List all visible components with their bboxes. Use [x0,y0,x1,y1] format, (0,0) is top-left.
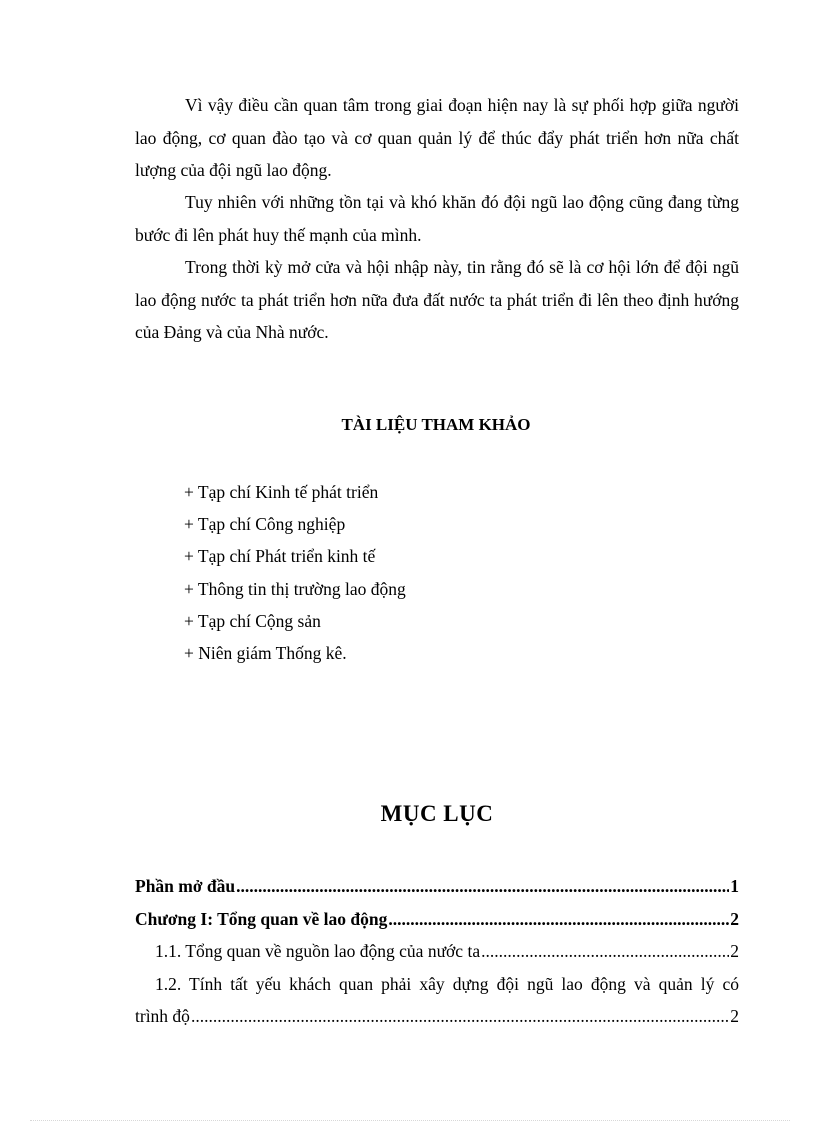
toc-entry-page: 2 [730,1006,739,1026]
toc-leader-dots [236,870,729,903]
reference-item: + Tạp chí Công nghiệp [184,514,346,535]
reference-item: + Niên giám Thống kê. [184,643,347,664]
toc-entry-1-1[interactable] [135,935,739,968]
references-heading: TÀI LIỆU THAM KHẢO [341,415,531,434]
toc-title: MỤC LỤC [380,801,494,826]
body-paragraph-1: Vì vậy điều cần quan tâm trong giai đoạn hiện nay là sự phối hợp giữa người lao động, cơ quan đào tạo và cơ quan quản lý để thúc đẩy phát triển hơn nữa chất lượng của đội ngũ lao động. [135,95,739,180]
reference-item: + Tạp chí Kinh tế phát triển [184,482,379,502]
body-paragraph-2: Tuy nhiên với những tồn tại và khó khăn đó đội ngũ lao động cũng đang từng bước đi lên phát huy thế mạnh của mình. [135,192,739,245]
table-of-contents [135,870,739,1033]
toc-leader-dots [388,903,729,936]
toc-entry-label-line2: trình độ [135,1006,190,1026]
toc-entry-label-line1: 1.2. Tính tất yếu khách quan phải xây dựng đội ngũ lao động và quản lý có [155,973,739,994]
reference-item: + Tạp chí Cộng sản [184,610,321,631]
toc-entry-page: 2 [730,908,739,929]
toc-entry-label: 1.1. Tổng quan về nguồn lao động của nước ta [155,941,481,961]
toc-entry-1-2[interactable] [135,968,739,1033]
toc-entry-chapter-1[interactable] [135,903,739,936]
reference-item: + Thông tin thị trường lao động [184,578,406,599]
body-paragraph-3: Trong thời kỳ mở cửa và hội nhập này, tin rằng đó sẽ là cơ hội lớn để đội ngũ lao động nước ta phát triển hơn nữa đưa đất nước ta phát triển đi lên theo định hướng của Đảng và của Nhà nước. [135,257,739,342]
toc-entry-label: Phần mở đầu [135,876,236,896]
toc-leader-dots [481,935,729,968]
toc-entry-page: 1 [730,876,739,896]
toc-entry-page: 2 [730,941,739,961]
toc-entry-intro[interactable] [135,870,739,903]
references-list [184,476,406,669]
page-bottom-divider [30,1120,790,1121]
reference-item: + Tạp chí Phát triển kinh tế [184,546,376,567]
toc-entry-label: Chương I: Tổng quan về lao động [135,908,388,929]
toc-entry-line2 [135,1000,739,1033]
toc-leader-dots [191,1000,729,1033]
